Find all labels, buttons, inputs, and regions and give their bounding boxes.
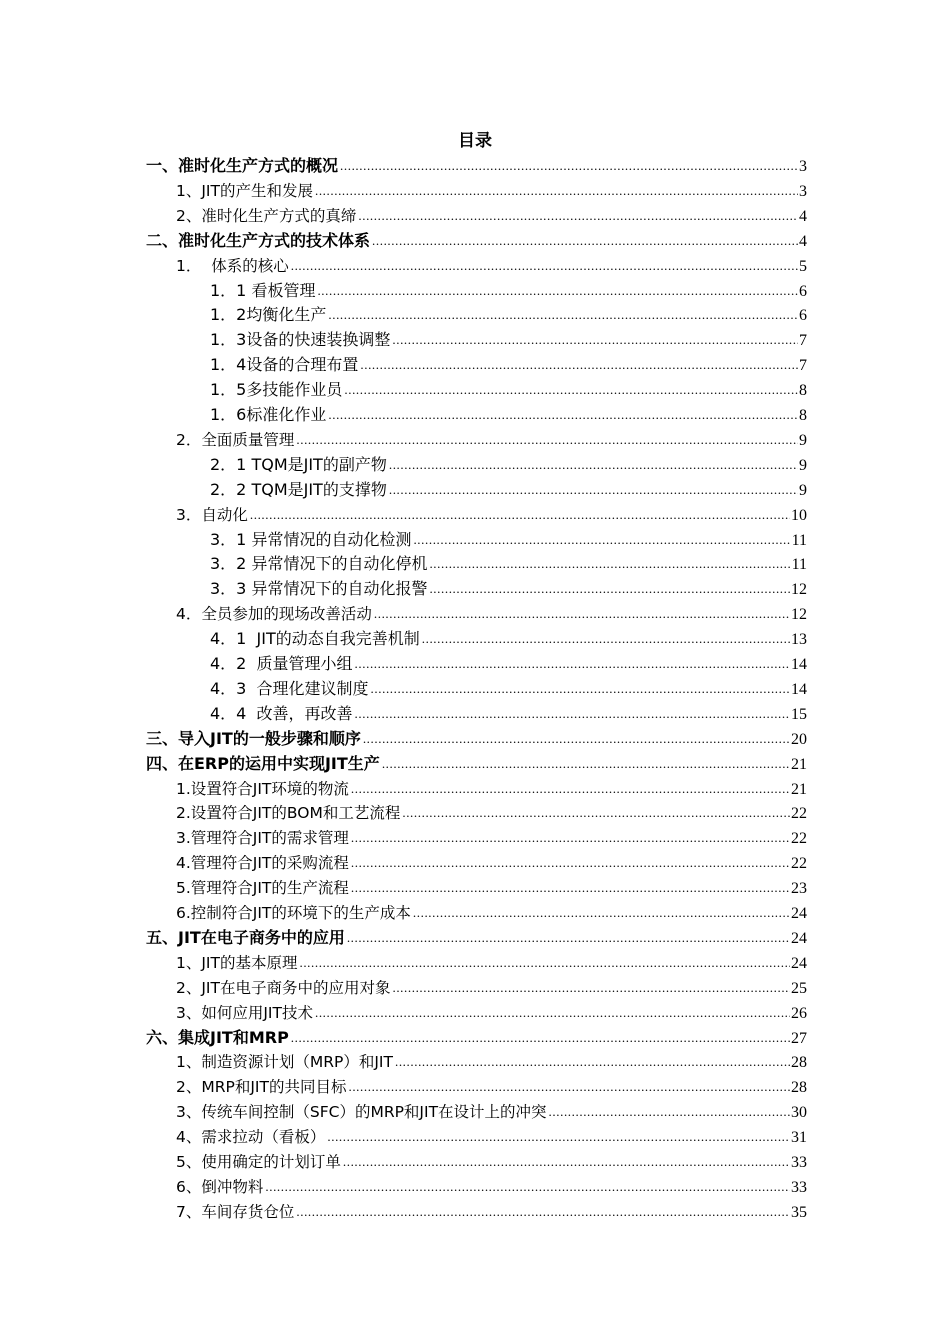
toc-entry-page-number: 4 — [799, 232, 807, 250]
toc-entry-label: 4．2 质量管理小组 — [210, 654, 353, 673]
toc-entry[interactable] — [176, 1048, 807, 1072]
toc-entry-page-number: 11 — [791, 556, 807, 574]
toc-entry-page-number: 22 — [791, 830, 807, 848]
toc-entry-page-number: 5 — [799, 257, 807, 275]
toc-entry-page-number: 25 — [791, 979, 807, 997]
toc-entry[interactable] — [176, 177, 807, 201]
toc-entry-label: 1．6标准化作业 — [210, 405, 327, 424]
toc-entry-page-number: 21 — [791, 755, 807, 773]
toc-entry-label: 2、MRP和JIT的共同目标 — [176, 1078, 347, 1097]
toc-entry-label: 3、如何应用JIT技术 — [176, 1003, 313, 1022]
toc-entry-label: 7、车间存货仓位 — [176, 1202, 295, 1221]
toc-leader-dots — [351, 849, 790, 873]
toc-leader-dots — [250, 501, 790, 525]
toc-entry-label: 1.设置符合JIT环境的物流 — [176, 779, 349, 798]
toc-entry-page-number: 20 — [791, 730, 807, 748]
toc-entry[interactable] — [210, 625, 807, 649]
toc-entry[interactable] — [146, 152, 807, 176]
toc-entry-label: 4．4 改善，再改善 — [210, 703, 353, 723]
toc-leader-dots — [351, 775, 790, 799]
toc-entry-page-number: 22 — [791, 855, 807, 873]
toc-leader-dots — [340, 152, 798, 176]
toc-entry[interactable] — [176, 874, 807, 898]
toc-entry-label: 1．2均衡化生产 — [210, 305, 327, 325]
toc-entry[interactable] — [176, 1073, 807, 1097]
toc-leader-dots — [389, 476, 798, 500]
toc-entry[interactable] — [146, 725, 807, 749]
toc-entry-label: 2．1 TQM是JIT的副产物 — [210, 454, 387, 474]
toc-entry-label: 四、在ERP的运用中实现JIT生产 — [146, 753, 380, 773]
toc-entry-label: 4．1 JIT的动态自我完善机制 — [210, 629, 420, 649]
toc-entry-page-number: 11 — [791, 531, 807, 549]
toc-leader-dots — [343, 1148, 790, 1172]
toc-entry-page-number: 14 — [791, 680, 807, 698]
toc-entry[interactable] — [176, 849, 807, 873]
toc-entry[interactable] — [146, 924, 807, 948]
toc-entry-page-number: 3 — [799, 158, 807, 175]
toc-entry-label: 2.设置符合JIT的BOM和工艺流程 — [176, 804, 401, 823]
toc-entry[interactable] — [176, 501, 807, 525]
toc-leader-dots — [328, 301, 798, 325]
toc-leader-dots — [371, 675, 790, 699]
toc-entry-page-number: 3 — [799, 182, 807, 200]
toc-entry-page-number: 8 — [799, 382, 807, 400]
toc-entry[interactable] — [210, 301, 807, 325]
toc-leader-dots — [429, 550, 790, 574]
toc-entry-label: 1．1 看板管理 — [210, 280, 316, 300]
toc-leader-dots — [355, 700, 790, 724]
toc-entry[interactable] — [176, 999, 807, 1023]
toc-entry[interactable] — [210, 401, 807, 425]
toc-leader-dots — [382, 750, 790, 774]
toc-entry-label: 二、准时化生产方式的技术体系 — [146, 230, 371, 250]
toc-entry-page-number: 6 — [799, 307, 807, 325]
toc-entry-label: 一、准时化生产方式的概况 — [146, 156, 339, 175]
toc-entry[interactable] — [176, 426, 807, 450]
toc-entry[interactable] — [176, 1198, 807, 1222]
toc-entry[interactable] — [176, 974, 807, 998]
toc-entry-page-number: 27 — [791, 1029, 807, 1047]
toc-entry-page-number: 35 — [791, 1203, 807, 1221]
toc-leader-dots — [372, 227, 798, 251]
toc-leader-dots — [549, 1098, 790, 1122]
toc-leader-dots — [392, 326, 798, 350]
toc-entry-page-number: 24 — [791, 954, 807, 972]
toc-entry[interactable] — [176, 202, 807, 226]
toc-leader-dots — [347, 924, 790, 948]
toc-leader-dots — [315, 177, 798, 201]
toc-entry-label: 4、需求拉动（看板） — [176, 1128, 326, 1147]
toc-entry-page-number: 12 — [791, 581, 807, 599]
toc-entry-label: 5、使用确定的计划订单 — [176, 1153, 341, 1171]
toc-entry-label: 3、传统车间控制（SFC）的MRP和JIT在设计上的冲突 — [176, 1103, 547, 1122]
toc-leader-dots — [389, 451, 798, 475]
toc-entry-label: 4．全员参加的现场改善活动 — [176, 605, 372, 624]
toc-entry[interactable] — [210, 675, 807, 699]
toc-entry[interactable] — [210, 700, 807, 724]
toc-entry-page-number: 24 — [791, 929, 807, 947]
toc-entry[interactable] — [176, 775, 807, 799]
toc-entry-page-number: 22 — [791, 805, 807, 823]
toc-entry-page-number: 13 — [791, 631, 807, 649]
toc-leader-dots — [395, 1048, 790, 1072]
toc-entry-page-number: 7 — [799, 332, 807, 350]
toc-leader-dots — [422, 625, 790, 649]
toc-leader-dots — [351, 874, 790, 898]
toc-title: 目录 — [458, 131, 492, 151]
toc-entry[interactable] — [176, 1098, 807, 1122]
toc-leader-dots — [360, 351, 798, 375]
toc-entry-label: 2、JIT在电子商务中的应用对象 — [176, 978, 391, 997]
toc-entry-page-number: 15 — [791, 705, 807, 723]
toc-entry[interactable] — [146, 750, 807, 774]
toc-entry-page-number: 33 — [791, 1154, 807, 1171]
toc-leader-dots — [291, 252, 798, 276]
toc-entry-page-number: 9 — [799, 481, 807, 499]
toc-entry-label: 六、集成JIT和MRP — [146, 1027, 289, 1047]
toc-leader-dots — [315, 999, 790, 1023]
toc-entry-page-number: 24 — [791, 905, 807, 922]
toc-entry-label: 4．3 合理化建议制度 — [210, 678, 369, 698]
toc-entry-page-number: 8 — [799, 407, 807, 424]
toc-entry[interactable] — [176, 1148, 807, 1172]
toc-entry-page-number: 33 — [791, 1178, 807, 1196]
toc-entry[interactable] — [210, 575, 807, 599]
toc-entry-label: 3．3 异常情况下的自动化报警 — [210, 579, 428, 599]
toc-entry-label: 三、导入JIT的一般步骤和顺序 — [146, 728, 361, 748]
toc-entry[interactable] — [176, 1123, 807, 1147]
toc-entry-label: 6.控制符合JIT的环境下的生产成本 — [176, 904, 411, 922]
toc-entry[interactable] — [210, 376, 807, 400]
toc-leader-dots — [296, 426, 798, 450]
toc-entry[interactable] — [210, 326, 807, 350]
toc-entry-label: 2．2 TQM是JIT的支撑物 — [210, 479, 387, 499]
toc-entry-label: 2、准时化生产方式的真缔 — [176, 206, 357, 225]
toc-entry-label: 3．自动化 — [176, 505, 248, 524]
toc-entry-page-number: 6 — [799, 282, 807, 300]
toc-entry[interactable] — [146, 227, 807, 251]
toc-leader-dots — [374, 600, 790, 624]
toc-entry[interactable] — [176, 824, 807, 848]
toc-entry-page-number: 28 — [791, 1079, 807, 1097]
toc-entry-label: 1．4设备的合理布置 — [210, 355, 359, 375]
toc-leader-dots — [344, 376, 798, 400]
toc-entry[interactable] — [176, 252, 807, 276]
toc-entry-label: 1、JIT的基本原理 — [176, 953, 298, 972]
toc-entry-page-number: 4 — [799, 207, 807, 225]
toc-entry[interactable] — [210, 351, 807, 375]
toc-leader-dots — [296, 1198, 790, 1222]
toc-entry[interactable] — [210, 277, 807, 301]
toc-entry-page-number: 23 — [791, 880, 807, 898]
toc-entry-label: 五、JIT在电子商务中的应用 — [146, 927, 345, 947]
toc-entry-label: 3.管理符合JIT的需求管理 — [176, 829, 349, 848]
toc-entry[interactable] — [210, 526, 807, 550]
toc-leader-dots — [328, 401, 798, 425]
toc-entry-label: 3．1 异常情况的自动化检测 — [210, 529, 412, 549]
toc-entry[interactable] — [176, 799, 807, 823]
toc-entry-page-number: 30 — [791, 1104, 807, 1122]
toc-entry[interactable] — [176, 949, 807, 973]
toc-entry-label: 2．全面质量管理 — [176, 430, 295, 449]
toc-entry-label: 1、制造资源计划（MRP）和JIT — [176, 1053, 393, 1072]
toc-leader-dots — [291, 1024, 790, 1048]
toc-leader-dots — [363, 725, 790, 749]
toc-entry-page-number: 21 — [791, 780, 807, 798]
toc-entry[interactable] — [146, 1024, 807, 1048]
toc-entry-label: 6、倒冲物料 — [176, 1177, 264, 1196]
toc-entry-label: 1．5多技能作业员 — [210, 380, 343, 400]
toc-entry-label: 1． 体系的核心 — [176, 256, 289, 275]
toc-leader-dots — [348, 1073, 790, 1097]
toc-entry[interactable] — [210, 476, 807, 500]
toc-leader-dots — [327, 1123, 790, 1147]
toc-leader-dots — [413, 526, 790, 550]
toc-entry-page-number: 9 — [799, 431, 807, 449]
toc-leader-dots — [355, 650, 790, 674]
toc-entry[interactable] — [210, 550, 807, 574]
toc-entry-page-number: 12 — [791, 606, 807, 624]
toc-entry[interactable] — [176, 600, 807, 624]
toc-leader-dots — [392, 974, 790, 998]
toc-entry[interactable] — [176, 1173, 807, 1197]
toc-leader-dots — [265, 1173, 790, 1197]
toc-leader-dots — [317, 277, 798, 301]
toc-entry-page-number: 10 — [791, 506, 807, 524]
toc-entry-page-number: 26 — [791, 1004, 807, 1022]
toc-leader-dots — [299, 949, 790, 973]
toc-entry-label: 5.管理符合JIT的生产流程 — [176, 879, 349, 898]
toc-entry-page-number: 7 — [799, 357, 807, 375]
toc-leader-dots — [358, 202, 798, 226]
toc-entry-label: 1．3设备的快速装换调整 — [210, 330, 391, 350]
toc-entry-page-number: 9 — [799, 456, 807, 474]
toc-leader-dots — [429, 575, 790, 599]
toc-entry-label: 3．2 异常情况下的自动化停机 — [210, 554, 428, 574]
toc-leader-dots — [351, 824, 790, 848]
toc-entry-label: 1、JIT的产生和发展 — [176, 181, 313, 200]
toc-entry-page-number: 28 — [791, 1054, 807, 1072]
toc-entry[interactable] — [210, 451, 807, 475]
toc-entry[interactable] — [176, 899, 807, 923]
toc-entry-page-number: 14 — [791, 656, 807, 673]
toc-leader-dots — [402, 799, 790, 823]
toc-entry-label: 4.管理符合JIT的采购流程 — [176, 854, 349, 873]
toc-entry-page-number: 31 — [791, 1129, 807, 1147]
toc-entry[interactable] — [210, 650, 807, 674]
toc-leader-dots — [413, 899, 790, 923]
